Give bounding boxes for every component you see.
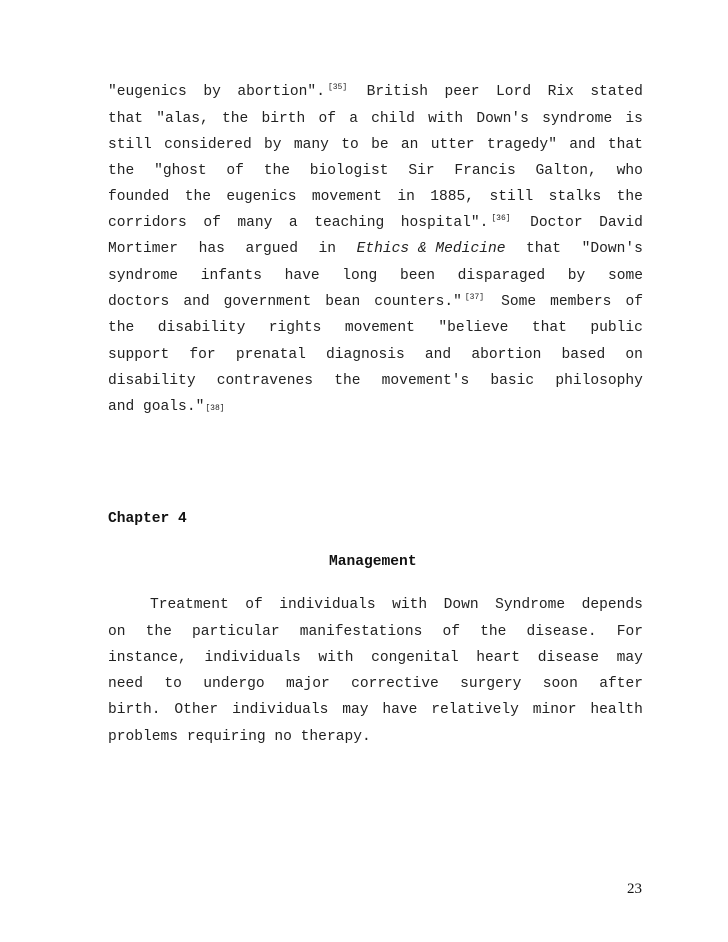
word: public bbox=[590, 320, 643, 336]
p1-line-7 bbox=[108, 241, 643, 257]
word: argued bbox=[245, 241, 298, 257]
word: hospital". [36] bbox=[400, 214, 511, 231]
word: child bbox=[371, 111, 415, 127]
word: individuals bbox=[204, 650, 301, 666]
word: and bbox=[569, 137, 596, 153]
word: contravenes bbox=[216, 373, 314, 389]
word: diagnosis bbox=[325, 347, 405, 363]
word: Mortimer bbox=[108, 241, 179, 257]
word: still bbox=[489, 189, 534, 205]
word: For bbox=[616, 624, 643, 640]
p1-line-6 bbox=[108, 215, 643, 231]
word: David bbox=[599, 215, 643, 231]
p1-line-5 bbox=[108, 189, 643, 205]
word: "believe bbox=[438, 320, 509, 336]
p1-line-10 bbox=[108, 320, 643, 336]
word: the bbox=[263, 163, 290, 179]
word: long bbox=[342, 268, 378, 284]
word: considered bbox=[164, 137, 252, 153]
p2-line-3 bbox=[108, 650, 643, 666]
word: syndrome bbox=[108, 268, 179, 284]
word: members bbox=[550, 294, 612, 310]
word: the bbox=[108, 320, 135, 336]
word: on bbox=[108, 624, 126, 640]
word: undergo bbox=[203, 676, 265, 692]
p1-line-3 bbox=[108, 137, 643, 153]
word: of bbox=[226, 163, 244, 179]
word: tragedy" bbox=[486, 137, 557, 153]
word: abortion bbox=[471, 347, 542, 363]
word: a bbox=[288, 215, 298, 231]
citation-35: [35] bbox=[327, 83, 348, 93]
word: have bbox=[284, 268, 320, 284]
word: the bbox=[184, 189, 211, 205]
word: disability bbox=[108, 373, 196, 389]
word: with bbox=[392, 597, 428, 613]
word: the bbox=[221, 111, 249, 127]
word-text: abortion". bbox=[237, 84, 325, 100]
word: Francis bbox=[454, 163, 516, 179]
word: infants bbox=[200, 268, 262, 284]
word: Sir bbox=[408, 163, 435, 179]
word: surgery bbox=[460, 676, 522, 692]
p1-line-4 bbox=[108, 163, 643, 179]
word: who bbox=[616, 163, 643, 179]
word: Down's bbox=[476, 111, 529, 127]
word: syndrome bbox=[542, 111, 613, 127]
page-number: 23 bbox=[627, 881, 642, 897]
word: peer bbox=[444, 84, 480, 100]
word: Other bbox=[174, 702, 219, 718]
p1-line-1 bbox=[108, 84, 643, 100]
word: minor bbox=[532, 702, 577, 718]
citation-37: [37] bbox=[464, 293, 485, 303]
p1-line-13: and goals." [38] bbox=[108, 399, 225, 415]
word: individuals bbox=[232, 702, 329, 718]
word: teaching bbox=[314, 215, 385, 231]
word: movement's bbox=[381, 373, 470, 389]
word: the bbox=[334, 373, 361, 389]
p1-line-2 bbox=[108, 111, 643, 127]
section-heading: Management bbox=[329, 554, 417, 570]
p2-line-4 bbox=[108, 676, 643, 692]
word: disease bbox=[537, 650, 600, 666]
p1-line-9 bbox=[108, 294, 643, 310]
word: birth bbox=[261, 111, 306, 127]
word: Doctor bbox=[530, 215, 583, 231]
word: manifestations bbox=[299, 624, 423, 640]
word: utter bbox=[430, 137, 475, 153]
word: prenatal bbox=[235, 347, 306, 363]
word: movement bbox=[311, 189, 382, 205]
word: an bbox=[400, 137, 419, 153]
word: counters." [37] bbox=[374, 293, 485, 310]
word: of bbox=[625, 294, 643, 310]
p2-line-5 bbox=[108, 702, 643, 718]
word: has bbox=[198, 241, 225, 257]
word: "alas, bbox=[156, 111, 209, 127]
word: birth. bbox=[108, 702, 161, 718]
word: may bbox=[616, 650, 643, 666]
p2-line-6: problems requiring no therapy. bbox=[108, 729, 371, 745]
word: and bbox=[424, 347, 452, 363]
word: relatively bbox=[431, 702, 519, 718]
p1-line-12 bbox=[108, 373, 643, 389]
word: still bbox=[108, 137, 152, 153]
word: Rix bbox=[547, 84, 574, 100]
word: of bbox=[318, 111, 336, 127]
word: that bbox=[526, 241, 562, 257]
p2-line-1 bbox=[150, 597, 643, 613]
word: in bbox=[397, 189, 415, 205]
word: soon bbox=[542, 676, 578, 692]
word: Some bbox=[501, 294, 537, 310]
word: 1885, bbox=[430, 189, 475, 205]
word: need bbox=[108, 676, 144, 692]
word: major bbox=[285, 676, 330, 692]
word: of bbox=[203, 215, 221, 231]
word: been bbox=[399, 268, 435, 284]
word: on bbox=[625, 347, 643, 363]
word: some bbox=[607, 268, 643, 284]
word: instance, bbox=[108, 650, 187, 666]
word: rights bbox=[268, 320, 322, 336]
word: Syndrome bbox=[495, 597, 566, 613]
word: by bbox=[567, 268, 586, 284]
word: many bbox=[293, 137, 329, 153]
word: to bbox=[341, 137, 359, 153]
word: biologist bbox=[309, 163, 389, 179]
word: "Down's bbox=[581, 241, 643, 257]
word: "ghost bbox=[154, 163, 207, 179]
word: basic bbox=[490, 373, 535, 389]
word bbox=[237, 84, 350, 100]
word: disability bbox=[157, 320, 246, 336]
word: the bbox=[616, 189, 643, 205]
word: in bbox=[318, 241, 337, 257]
word: have bbox=[382, 702, 418, 718]
word: to bbox=[164, 676, 182, 692]
word: stated bbox=[590, 84, 643, 100]
p1-line-8 bbox=[108, 268, 643, 284]
word: disease. bbox=[526, 624, 597, 640]
word: Treatment bbox=[150, 597, 229, 613]
journal-title: Ethics & Medicine bbox=[356, 241, 506, 257]
word: of bbox=[245, 597, 263, 613]
word: the bbox=[145, 624, 172, 640]
word: and goals." bbox=[108, 399, 205, 415]
word: movement bbox=[344, 320, 415, 336]
word: individuals bbox=[279, 597, 376, 613]
word: many bbox=[237, 215, 273, 231]
word: particular bbox=[192, 624, 280, 640]
word: with bbox=[428, 111, 464, 127]
word: corridors bbox=[108, 215, 187, 231]
word: philosophy bbox=[555, 373, 643, 389]
word: the bbox=[480, 624, 507, 640]
word: for bbox=[189, 347, 216, 363]
word: by bbox=[264, 137, 282, 153]
word: health bbox=[590, 702, 643, 718]
word: heart bbox=[476, 650, 521, 666]
word: founded bbox=[108, 189, 170, 205]
citation-36: [36] bbox=[491, 214, 511, 224]
word: "eugenics bbox=[108, 84, 187, 100]
word: stalks bbox=[548, 189, 602, 205]
word: government bbox=[223, 294, 312, 310]
word: and bbox=[183, 294, 210, 310]
p2-line-2 bbox=[108, 624, 643, 640]
word: doctors bbox=[108, 294, 170, 310]
word: of bbox=[442, 624, 460, 640]
word: that bbox=[531, 320, 567, 336]
word: Galton, bbox=[535, 163, 597, 179]
word: depends bbox=[581, 597, 643, 613]
word: a bbox=[349, 111, 358, 127]
word: with bbox=[318, 650, 354, 666]
word: based bbox=[561, 347, 606, 363]
word: be bbox=[371, 137, 389, 153]
word: by bbox=[203, 84, 221, 100]
p1-line-11 bbox=[108, 347, 643, 363]
word: after bbox=[599, 676, 643, 692]
word: the bbox=[108, 163, 135, 179]
word: Down bbox=[443, 597, 479, 613]
word: that bbox=[108, 111, 144, 127]
word: disparaged bbox=[457, 268, 546, 284]
word: is bbox=[625, 111, 643, 127]
word: may bbox=[342, 702, 369, 718]
word: Lord bbox=[496, 84, 532, 100]
chapter-heading: Chapter 4 bbox=[108, 511, 187, 527]
word: eugenics bbox=[226, 189, 297, 205]
word: corrective bbox=[351, 676, 439, 692]
word: congenital bbox=[371, 650, 459, 666]
word: British bbox=[366, 84, 428, 100]
word: support bbox=[108, 347, 170, 363]
word: that bbox=[607, 137, 643, 153]
word: bean bbox=[325, 294, 361, 310]
